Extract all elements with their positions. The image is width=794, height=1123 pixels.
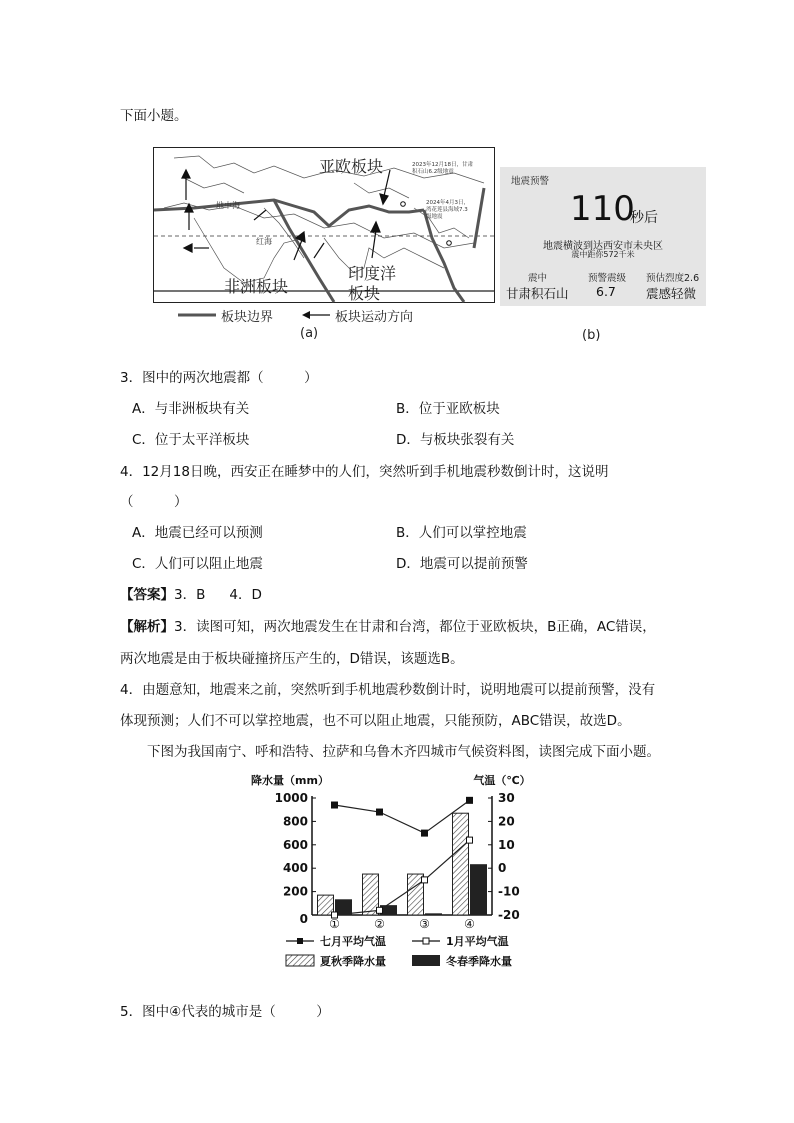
indian-plate-label-2: 板块: [348, 284, 381, 303]
analysis-line-4: 体现预测；人们不可以掌控地震，也不可以阻止地震，只能预防，ABC错误，故选D。: [120, 713, 631, 729]
left-axis-label: 降水量（mm）: [251, 774, 329, 787]
warning-title: 地震预警: [511, 176, 550, 187]
q4-option-b: B．人们可以掌控地震: [396, 525, 527, 541]
jan-temp-point-3: [422, 877, 428, 883]
countdown-number: 110: [570, 189, 635, 229]
winter-spring-bar-4: [471, 865, 487, 915]
eurasian-plate-label: 亚欧板块: [319, 157, 384, 176]
african-plate-label: 非洲板块: [224, 277, 289, 296]
legend-winter-swatch: [412, 955, 440, 966]
right-axis-label: 气温（℃）: [473, 774, 531, 787]
header-magnitude: 预警震级: [588, 273, 627, 284]
red-sea-label: 红海: [256, 237, 272, 246]
legend-summer-swatch: [286, 955, 314, 966]
answer-label: 【答案】: [120, 587, 174, 603]
left-tick-label: 400: [282, 861, 308, 876]
caption-b: (b): [582, 328, 601, 343]
q4-option-c: C．人们可以阻止地震: [132, 556, 263, 572]
q3-stem: 3．图中的两次地震都（ ）: [120, 370, 318, 386]
answer-line: [120, 583, 262, 603]
warning-line-2: 震中距你572千米: [571, 250, 635, 259]
category-label-1: ①: [329, 917, 340, 931]
right-tick-label: -10: [498, 884, 520, 899]
legend-winter-label: 冬春季降水量: [446, 955, 512, 968]
left-tick-label: 800: [282, 814, 308, 829]
category-label-2: ②: [374, 917, 385, 931]
q3-option-d: D．与板块张裂有关: [396, 432, 515, 448]
value-epicenter: 甘肃积石山: [506, 286, 569, 301]
july-temp-line: [335, 800, 470, 833]
legend-july-marker: [297, 938, 303, 944]
value-magnitude: 6.7: [596, 284, 616, 299]
left-tick-label: 200: [282, 884, 308, 899]
q4-paren: （ ）: [120, 494, 188, 510]
legend-boundary-label: 板块边界: [221, 310, 274, 325]
category-label-3: ③: [419, 917, 430, 931]
earthquake-warning-panel: [500, 167, 706, 306]
caption-a: (a): [300, 326, 319, 341]
plate-boundary-legend-symbol: [178, 310, 218, 320]
q3-option-c: C．位于太平洋板块: [132, 432, 250, 448]
left-tick-label: 600: [282, 837, 308, 852]
countdown-unit: 秒后: [630, 210, 658, 226]
header-epicenter: 震中: [528, 273, 548, 284]
left-tick-label: 0: [299, 912, 308, 926]
value-intensity: 震感轻微: [646, 286, 697, 301]
answer-3: 3．B: [174, 587, 206, 603]
intro-text: 下面小题。: [120, 108, 188, 124]
analysis-line-3: 4．由题意知，地震来之前，突然听到手机地震秒数倒计时，说明地震可以提前预警，没有: [120, 682, 656, 698]
jan-temp-line: [335, 840, 470, 915]
analysis-line-2: 两次地震是由于板块碰撞挤压产生的，D错误，该题选B。: [120, 651, 464, 667]
july-temp-point-1: [332, 802, 338, 808]
legend-summer-label: 夏秋季降水量: [320, 955, 386, 968]
answer-4: 4．D: [229, 587, 262, 603]
analysis-label: 【解析】: [120, 619, 174, 635]
q3-option-b: B．位于亚欧板块: [396, 401, 500, 417]
plate-motion-legend-symbol: [302, 310, 332, 320]
legend-july-label: 七月平均气温: [320, 935, 386, 948]
right-tick-label: 10: [498, 837, 515, 852]
climate-chart: [251, 770, 542, 980]
category-label-4: ④: [464, 917, 475, 931]
july-temp-point-4: [467, 797, 473, 803]
med-sea-label: 地中海: [216, 201, 240, 210]
indian-plate-label-1: 印度洋: [348, 264, 397, 283]
right-tick-label: 20: [498, 814, 515, 829]
right-tick-label: -20: [498, 908, 520, 922]
q4-stem: 4．12月18日晚，西安正在睡梦中的人们，突然听到手机地震秒数倒计时，这说明: [120, 464, 609, 480]
legend-jan-marker: [423, 938, 429, 944]
analysis-line-1: 【解析】3．读图可知，两次地震发生在甘肃和台湾，都位于亚欧板块，B正确，AC错误，: [120, 619, 656, 635]
legend-motion-label: 板块运动方向: [335, 310, 414, 325]
q4-option-d: D．地震可以提前预警: [396, 556, 528, 572]
warning-line-1: 地震横波到达西安市未央区: [543, 241, 663, 252]
jan-temp-point-2: [377, 907, 383, 913]
jan-temp-point-4: [467, 837, 473, 843]
right-tick-label: 0: [498, 861, 507, 876]
legend-jan-label: 1月平均气温: [446, 935, 509, 948]
plate-map: [153, 147, 495, 303]
q5-stem: 5．图中④代表的城市是（ ）: [120, 1004, 330, 1020]
right-tick-label: 30: [498, 791, 515, 805]
quake-note-1: 2023年12月18日，甘肃 积石山6.2级地震: [412, 162, 473, 175]
climate-intro: 下图为我国南宁、呼和浩特、拉萨和乌鲁木齐四城市气候资料图，读图完成下面小题。: [147, 744, 660, 760]
summer-autumn-bar-4: [453, 813, 469, 915]
winter-spring-bar-3: [426, 914, 442, 915]
header-intensity: 预估烈度2.6: [646, 273, 700, 284]
q3-option-a: A．与非洲板块有关: [132, 401, 250, 417]
q4-option-a: A．地震已经可以预测: [132, 525, 263, 541]
quake-note-2: 2024年4月3日， 湾花莲县海域7.3 级地震: [426, 200, 469, 220]
july-temp-point-3: [422, 830, 428, 836]
left-tick-label: 1000: [274, 791, 308, 805]
july-temp-point-2: [377, 809, 383, 815]
